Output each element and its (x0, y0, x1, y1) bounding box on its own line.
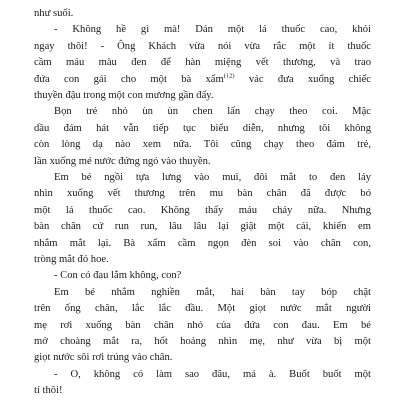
line-text: tròng mắt đỏ hoe. (34, 254, 109, 265)
text-line (34, 121, 371, 137)
line-text: - Con có đau lắm không, con? (54, 270, 182, 282)
line-text: tí thôi! (34, 385, 63, 397)
line-text: Em bé nhắm nghiền mắt, hai bàn tay bóp chặt (54, 286, 371, 298)
text-line (34, 6, 371, 22)
line-text: như suối. (34, 8, 74, 19)
line-text: dầu đám hát vẫn tiếp tục biểu diễn, nhưng tôi không (34, 122, 371, 134)
text-line (34, 301, 371, 317)
text-line (34, 137, 371, 153)
text-line (54, 367, 371, 383)
text-line (34, 350, 371, 366)
text-line (54, 104, 371, 120)
line-text: Bọn trẻ nhỏ ùn ùn chen lấn chạy theo coi. Mặc (54, 106, 371, 118)
text-line (34, 186, 371, 202)
line-text: còn lòng dạ nào xem nữa. Tôi cũng chạy theo đám trẻ, (34, 139, 371, 151)
line-text: mở choàng mắt ra, hốt hoảng nhìn mẹ, như vừa bị một (34, 336, 371, 347)
line-text: nhìn xuống vết thương trên mu bàn chân đã được bó (34, 188, 371, 200)
footnote-marker: (12) (223, 72, 235, 80)
line-text: - O, không có làm sao đâu, má à. Buốt buốt một (54, 368, 371, 380)
text-line (34, 252, 371, 268)
text-line (34, 72, 371, 88)
line-text: đứa con gái cho một bà xẩm (34, 73, 224, 85)
line-text: giọt nước sôi rơi trúng vào chân. (34, 352, 173, 364)
line-text-continued: vác đưa xuống chiếc (234, 73, 371, 85)
line-text: nhắm mắt lại. Bà xẩm cầm ngọn đèn soi vào chân con, (34, 237, 371, 249)
text-line (54, 170, 371, 186)
text-line (34, 383, 371, 399)
text-line (34, 39, 371, 55)
text-line (34, 318, 371, 334)
text-line (34, 236, 371, 252)
line-text: ngay thôi! - Ông Khách vừa nói vừa rắc một ít thuốc (34, 40, 371, 52)
line-text: một lá thuốc cao. Không thấy máu chảy nữa. Nhưng (34, 204, 371, 216)
text-line (54, 22, 371, 38)
text-line (34, 154, 371, 170)
line-text: cầm máu màu đen để hàn miệng vết thương, và trao (34, 57, 371, 69)
line-text: thuyền đậu trong một con mương gần đấy. (34, 90, 214, 101)
book-page (34, 0, 371, 400)
text-line (54, 268, 371, 284)
text-line (54, 285, 371, 301)
line-text: Em bé ngồi tựa lưng vào mui, đôi mắt to đen láy (54, 172, 371, 183)
text-line (34, 55, 371, 71)
line-text: lần xuống mé nước đứng ngó vào thuyền. (34, 155, 211, 167)
line-text: bàn chân cứ run run, lâu lâu lại giật một cái, khiến em (34, 221, 371, 233)
text-line (34, 219, 371, 235)
line-text: trên ống chân, lắc lắc đầu. Một giọt nước mắt người (34, 303, 371, 315)
text-line (34, 334, 371, 350)
line-text: mẹ rơi xuống bàn chân nhỏ của đứa con đau. Em bé (34, 319, 371, 331)
text-line (34, 88, 371, 104)
text-line (34, 203, 371, 219)
line-text: - Không hề gì mà! Dán một lá thuốc cao, khỏi (54, 24, 371, 36)
